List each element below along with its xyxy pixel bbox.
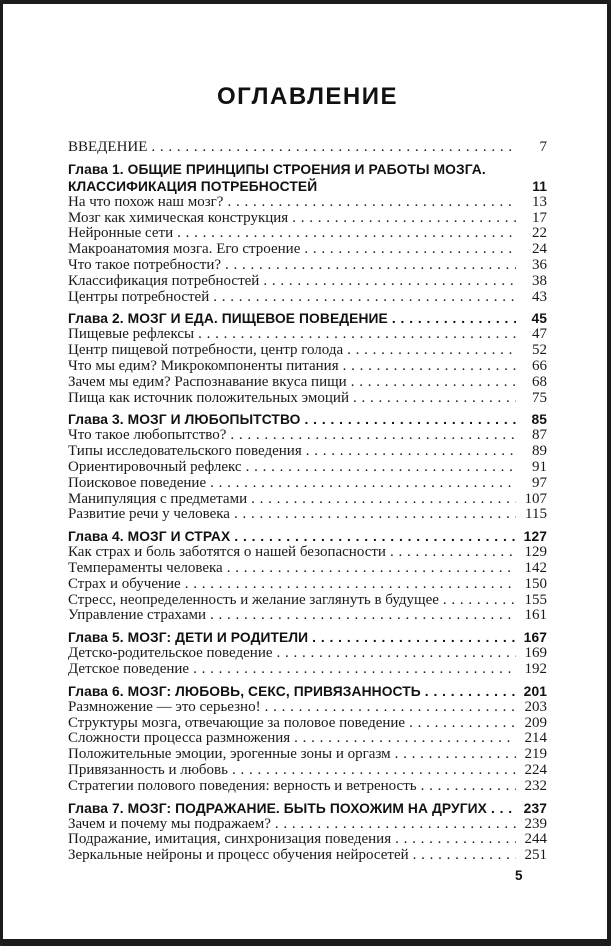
dot-leader xyxy=(351,375,516,391)
chapter-entries xyxy=(68,646,547,678)
toc-entry-label: Что мы едим? Микрокомпоненты питания xyxy=(68,357,339,374)
toc-entry-page-number: 52 xyxy=(532,342,547,359)
toc-entry-label: Темпераменты человека xyxy=(68,559,223,576)
dot-leader xyxy=(151,140,516,156)
toc-entry-page-number: 214 xyxy=(524,730,547,747)
dot-leader xyxy=(277,646,516,662)
toc-entry-label: Размножение — это серьезно! xyxy=(68,698,261,715)
toc-entry-label: Страх и обучение xyxy=(68,575,181,592)
chapter-page-number: 167 xyxy=(523,630,547,646)
toc-entry xyxy=(68,444,547,460)
dot-leader xyxy=(177,226,516,242)
toc-entry-page-number: 244 xyxy=(524,831,547,848)
toc-entry-label: Структуры мозга, отвечающие за половое поведение xyxy=(68,714,406,731)
toc-entry-label: Зачем мы едим? Распознавание вкуса пищи xyxy=(68,373,347,390)
toc-entry-page-number: 13 xyxy=(532,193,547,210)
chapter-entries xyxy=(68,545,547,624)
toc-entry-label: На что похож наш мозг? xyxy=(68,193,224,210)
toc-entry-label: ВВЕДЕНИЕ xyxy=(68,139,148,155)
toc-entry xyxy=(68,428,547,444)
toc-entry-page-number: 91 xyxy=(532,458,547,475)
toc-entry-label: Пищевые рефлексы xyxy=(68,326,195,343)
chapter-page-number: 85 xyxy=(531,412,547,428)
toc-entry-label: Нейронные сети xyxy=(68,225,174,242)
dot-leader xyxy=(390,545,516,561)
page-content xyxy=(3,84,607,864)
dot-leader xyxy=(210,608,516,624)
chapter-title: Глава 2. МОЗГ И ЕДА. ПИЩЕВОЕ ПОВЕДЕНИЕ xyxy=(68,311,388,327)
toc-entry xyxy=(68,274,547,290)
dot-leader xyxy=(234,528,516,545)
toc-entry xyxy=(68,577,547,593)
toc-entry-page-number: 155 xyxy=(524,591,547,608)
dot-leader xyxy=(305,411,517,428)
chapter-title: Глава 4. МОЗГ И СТРАХ xyxy=(68,529,231,545)
toc-entry-label: Привязанность и любовь xyxy=(68,761,228,778)
chapter-page-number: 237 xyxy=(523,800,547,816)
toc-entry-page-number: 192 xyxy=(524,660,547,677)
chapter-page-number: 127 xyxy=(523,529,547,545)
toc-entry xyxy=(68,700,547,716)
toc-chapter-section xyxy=(68,528,547,624)
toc-entry-page-number: 68 xyxy=(532,373,547,390)
toc xyxy=(68,140,547,864)
toc-entry xyxy=(68,817,547,833)
dot-leader xyxy=(395,832,516,848)
toc-entry xyxy=(68,779,547,795)
dot-leader xyxy=(491,800,516,817)
toc-entry-page-number: 24 xyxy=(532,241,547,258)
toc-entry-page-number: 239 xyxy=(524,815,547,832)
toc-chapter-heading xyxy=(68,310,547,327)
toc-entry xyxy=(68,832,547,848)
dot-leader xyxy=(409,716,516,732)
toc-entry-page-number: 219 xyxy=(524,746,547,763)
toc-entry xyxy=(68,507,547,523)
chapter-title: Глава 1. ОБЩИЕ ПРИНЦИПЫ СТРОЕНИЯ И РАБОТЫ МОЗГА. КЛАССИФИКАЦИЯ ПОТРЕБНОСТЕЙ xyxy=(68,161,486,194)
toc-entry-label: Положительные эмоции, эрогенные зоны и оргазм xyxy=(68,746,391,763)
dot-leader xyxy=(275,817,516,833)
toc-entry-label: Ориентировочный рефлекс xyxy=(68,458,242,475)
chapter-title: Глава 7. МОЗГ: ПОДРАЖАНИЕ. БЫТЬ ПОХОЖИМ НА ДРУГИХ xyxy=(68,800,487,816)
toc-entry-label: Центры потребностей xyxy=(68,288,210,305)
toc-chapter-section xyxy=(68,411,547,523)
dot-leader xyxy=(185,577,516,593)
dot-leader xyxy=(193,662,516,678)
chapter-entries xyxy=(68,428,547,523)
toc-entry xyxy=(68,608,547,624)
dot-leader xyxy=(230,428,516,444)
toc-chapter-heading xyxy=(68,161,547,195)
toc-entry-page-number: 22 xyxy=(532,225,547,242)
toc-entry xyxy=(68,242,547,258)
toc-entry-label: Зеркальные нейроны и процесс обучения нейросетей xyxy=(68,847,409,864)
toc-entry xyxy=(68,731,547,747)
toc-entry xyxy=(68,359,547,375)
toc-entry xyxy=(68,391,547,407)
toc-entry xyxy=(68,375,547,391)
dot-leader xyxy=(265,700,516,716)
toc-entry-label: Детское поведение xyxy=(68,660,190,677)
dot-leader xyxy=(306,444,516,460)
toc-entry-label: Мозг как химическая конструкция xyxy=(68,209,289,226)
toc-entry-page-number: 17 xyxy=(532,209,547,226)
toc-entry xyxy=(68,593,547,609)
toc-chapter-section xyxy=(68,629,547,678)
dot-leader xyxy=(304,242,516,258)
toc-entry-label: Стратегии полового поведения: верность и ветреность xyxy=(68,777,417,794)
toc-entry-label: Сложности процесса размножения xyxy=(68,730,291,747)
toc-entry-page-number: 232 xyxy=(524,777,547,794)
dot-leader xyxy=(413,848,516,864)
dot-leader xyxy=(210,476,516,492)
dot-leader xyxy=(425,683,516,700)
dot-leader xyxy=(234,507,516,523)
dot-leader xyxy=(246,460,516,476)
toc-chapter-heading xyxy=(68,411,547,428)
dot-leader xyxy=(347,343,516,359)
chapter-entries xyxy=(68,700,547,795)
toc-entry-page-number: 142 xyxy=(524,559,547,576)
toc-entry xyxy=(68,492,547,508)
toc-entry-label: Что такое потребности? xyxy=(68,256,222,273)
toc-entry-page-number: 7 xyxy=(539,139,547,155)
page-title: ОГЛАВЛЕНИЕ xyxy=(216,83,399,110)
toc-entry xyxy=(68,646,547,662)
dot-leader xyxy=(198,327,516,343)
chapter-entries xyxy=(68,327,547,406)
toc-entry xyxy=(68,195,547,211)
dot-leader xyxy=(392,310,516,327)
toc-entry xyxy=(68,343,547,359)
toc-entry xyxy=(68,211,547,227)
dot-leader xyxy=(443,593,516,609)
toc-entry-label: Что такое любопытство? xyxy=(68,427,227,444)
toc-entry-page-number: 203 xyxy=(524,698,547,715)
toc-entry xyxy=(68,747,547,763)
toc-entry-label: Зачем и почему мы подражаем? xyxy=(68,815,271,832)
toc-entry-page-number: 38 xyxy=(532,272,547,289)
dot-leader xyxy=(263,274,516,290)
toc-entry-page-number: 47 xyxy=(532,326,547,343)
toc-entry-label: Подражание, имитация, синхронизация поведения xyxy=(68,831,392,848)
toc-entry xyxy=(68,848,547,864)
chapter-page-number: 45 xyxy=(531,311,547,327)
toc-entry-label: Центр пищевой потребности, центр голода xyxy=(68,342,344,359)
toc-entry xyxy=(68,662,547,678)
dot-leader xyxy=(227,561,516,577)
toc-entry-label: Поисковое поведение xyxy=(68,474,207,491)
dot-leader xyxy=(213,290,516,306)
dot-leader xyxy=(294,731,516,747)
toc-entry xyxy=(68,460,547,476)
dot-leader xyxy=(225,258,516,274)
toc-entry-page-number: 150 xyxy=(524,575,547,592)
toc-chapter-section xyxy=(68,683,547,795)
toc-entry-page-number: 75 xyxy=(532,389,547,406)
toc-entry-page-number: 89 xyxy=(532,443,547,460)
page-folio-number: 5 xyxy=(515,868,523,883)
toc-chapter-heading xyxy=(68,629,547,646)
toc-entry-page-number: 161 xyxy=(524,607,547,624)
dot-leader xyxy=(343,359,516,375)
toc-entry-label: Манипуляция с предметами xyxy=(68,490,248,507)
dot-leader xyxy=(227,195,516,211)
toc-entry-label: Стресс, неопределенность и желание заглянуть в будущее xyxy=(68,591,439,608)
toc-entry-page-number: 169 xyxy=(524,645,547,662)
toc-entry-label: Пища как источник положительных эмоций xyxy=(68,389,349,406)
toc-entry-page-number: 87 xyxy=(532,427,547,444)
dot-leader xyxy=(395,747,516,763)
toc-entry-page-number: 107 xyxy=(524,490,547,507)
toc-entry xyxy=(68,226,547,242)
dot-leader xyxy=(232,763,516,779)
toc-entry-label: Классификация потребностей xyxy=(68,272,260,289)
chapter-page-number: 201 xyxy=(523,683,547,699)
chapter-title: Глава 3. МОЗГ И ЛЮБОПЫТСТВО xyxy=(68,412,301,428)
toc-entry-page-number: 115 xyxy=(525,506,547,523)
dot-leader xyxy=(421,779,516,795)
toc-entry-page-number: 224 xyxy=(524,761,547,778)
toc-entry-label: Как страх и боль заботятся о нашей безопасности xyxy=(68,544,386,561)
toc-chapter-section xyxy=(68,161,547,306)
chapter-entries xyxy=(68,195,547,306)
dot-leader xyxy=(312,629,516,646)
toc-chapter-heading xyxy=(68,683,547,700)
toc-entry-introduction xyxy=(68,140,547,156)
toc-chapter-heading xyxy=(68,528,547,545)
toc-entry-page-number: 209 xyxy=(524,714,547,731)
toc-entry xyxy=(68,327,547,343)
toc-entry-label: Детско-родительское поведение xyxy=(68,645,273,662)
toc-entry-label: Типы исследовательского поведения xyxy=(68,443,302,460)
toc-chapter-section xyxy=(68,310,547,406)
dot-leader xyxy=(251,492,516,508)
dot-leader xyxy=(292,211,516,227)
toc-entry xyxy=(68,258,547,274)
toc-entry-page-number: 66 xyxy=(532,357,547,374)
dot-leader xyxy=(353,391,516,407)
book-page xyxy=(3,4,607,939)
toc-entry-label: Развитие речи у человека xyxy=(68,506,230,523)
toc-entry-label: Макроанатомия мозга. Его строение xyxy=(68,241,301,258)
toc-chapter-heading xyxy=(68,800,547,817)
toc-entry xyxy=(68,763,547,779)
toc-chapter-section xyxy=(68,800,547,864)
toc-entry xyxy=(68,290,547,306)
toc-entry-page-number: 251 xyxy=(524,847,547,864)
toc-entry-label: Управление страхами xyxy=(68,607,207,624)
toc-entry-page-number: 43 xyxy=(532,288,547,305)
toc-entry-page-number: 129 xyxy=(524,544,547,561)
toc-entry xyxy=(68,476,547,492)
chapter-page-number: 11 xyxy=(532,178,547,194)
toc-entry xyxy=(68,545,547,561)
chapter-title: Глава 5. МОЗГ: ДЕТИ И РОДИТЕЛИ xyxy=(68,630,309,646)
toc-entry-page-number: 97 xyxy=(532,474,547,491)
toc-entry-page-number: 36 xyxy=(532,256,547,273)
chapter-entries xyxy=(68,817,547,864)
toc-entry xyxy=(68,561,547,577)
toc-entry xyxy=(68,716,547,732)
chapter-title: Глава 6. МОЗГ: ЛЮБОВЬ, СЕКС, ПРИВЯЗАННОСТЬ xyxy=(68,683,421,699)
